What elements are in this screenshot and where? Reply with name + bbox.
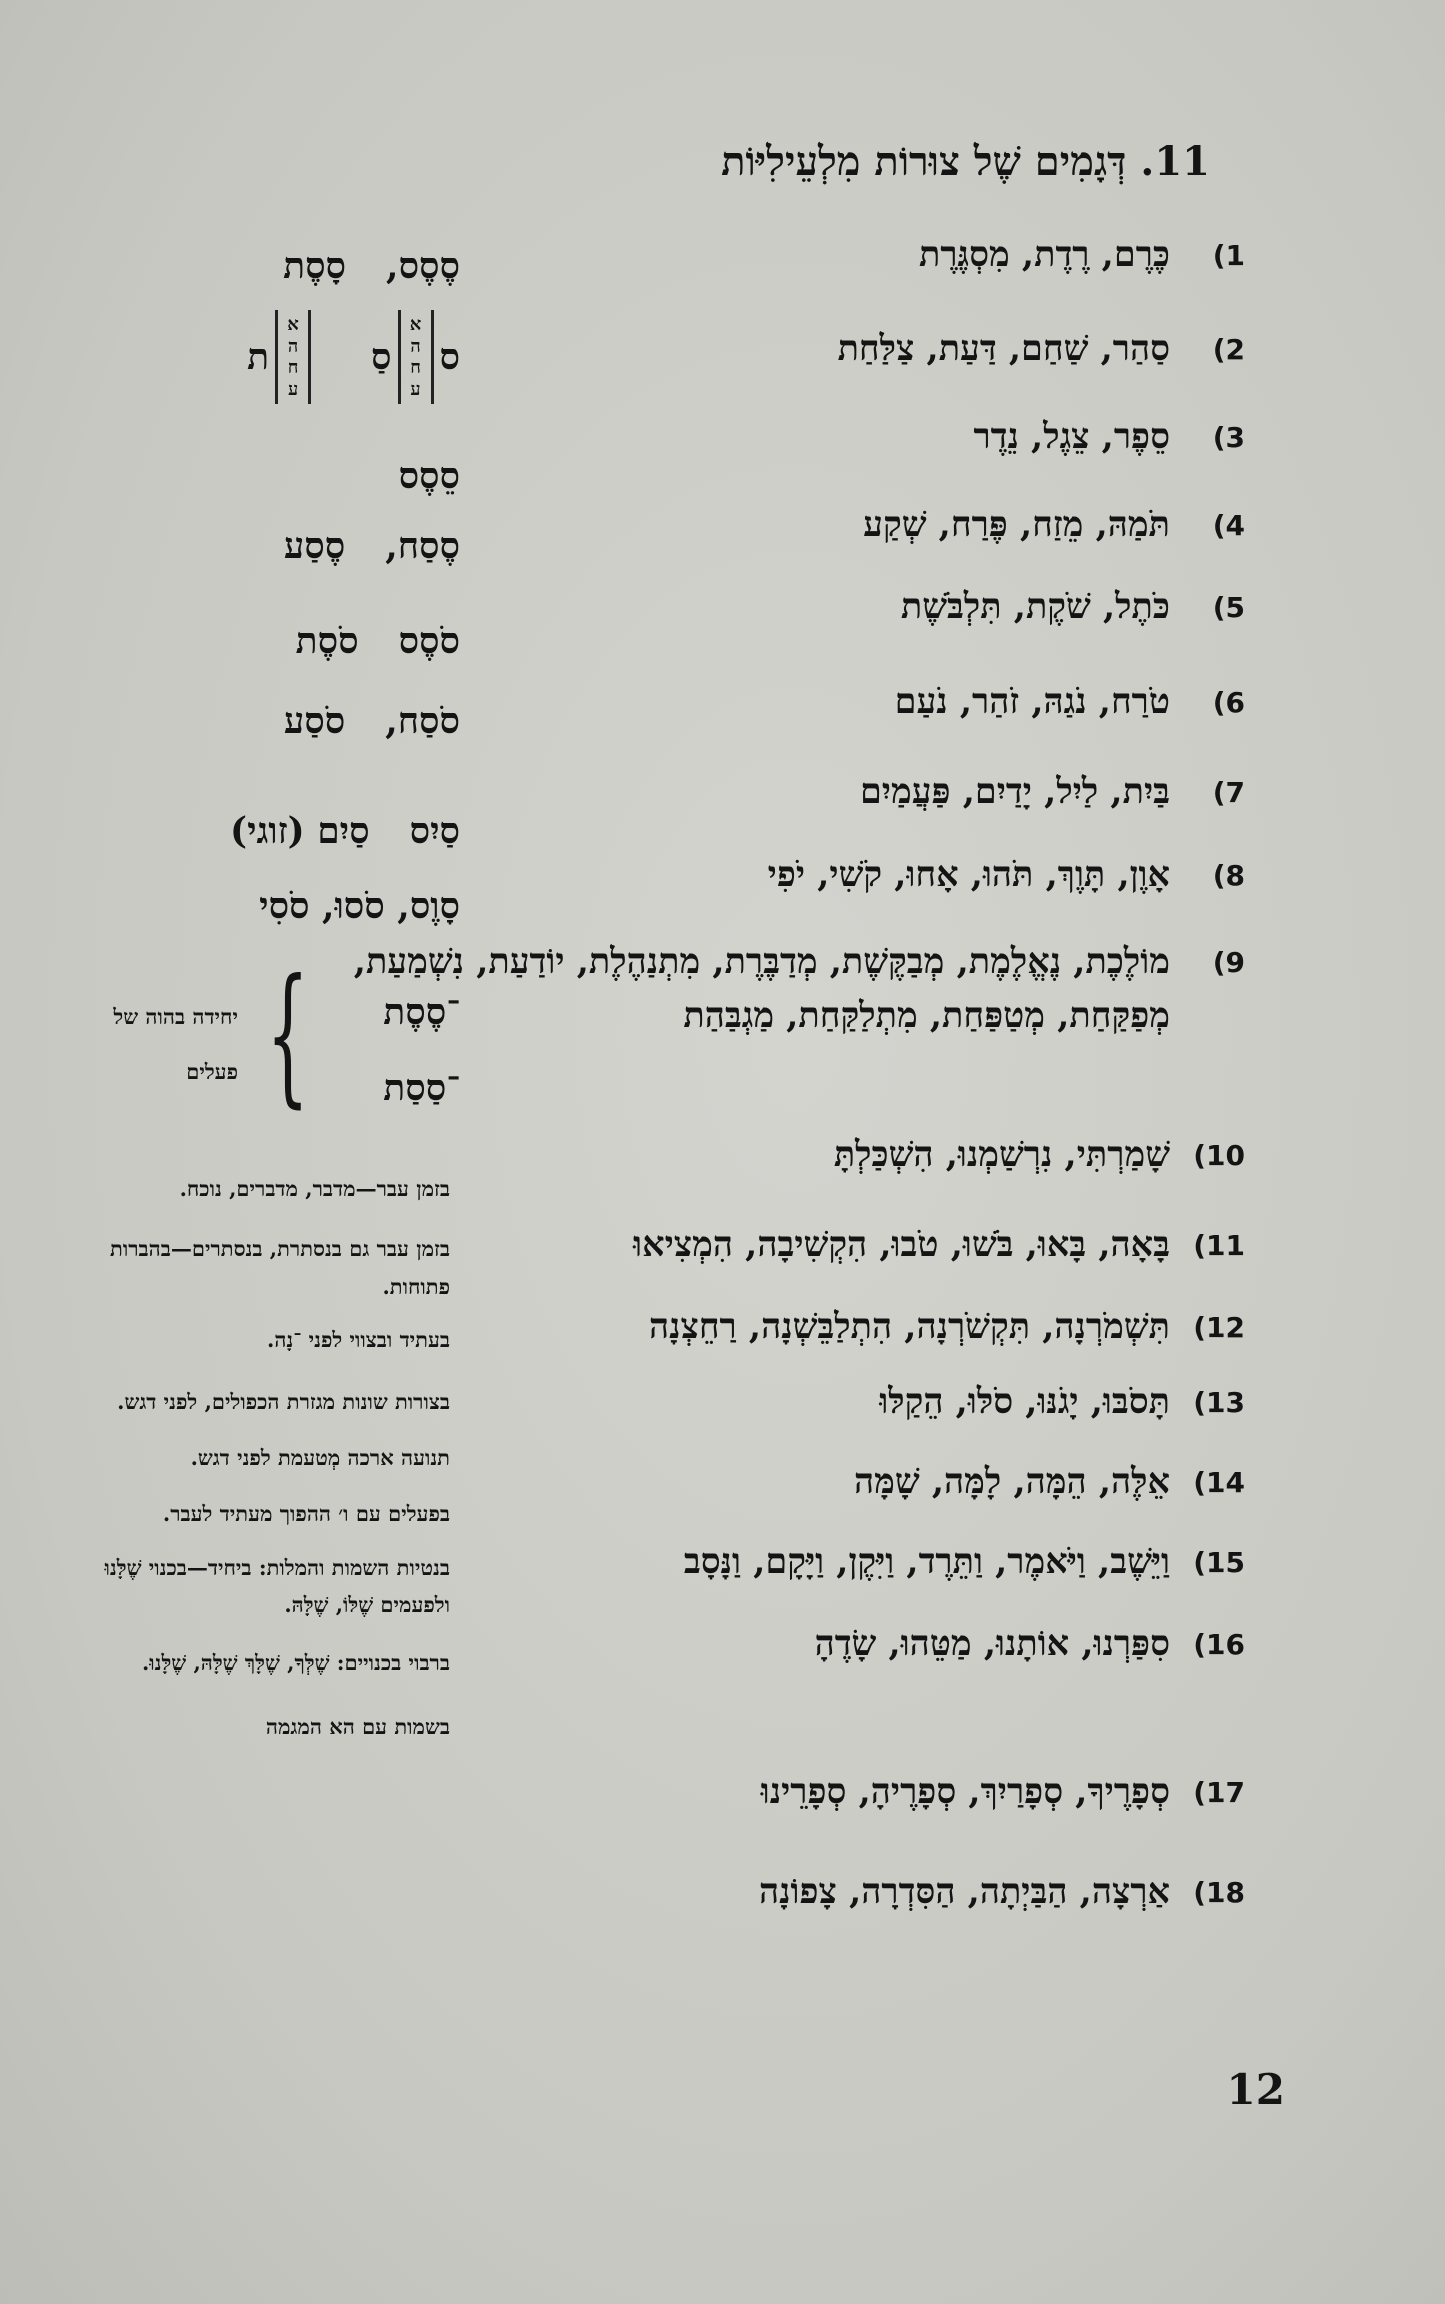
example-words: סִפַּרְנוּ, אוֹתָנוּ, מַטֵּהוּ, שָׂדֶהָ	[814, 1623, 1170, 1664]
margin-pattern-row	[70, 810, 460, 852]
margin-note: בנטיות השמות והמלות: ביחיד—בכנוי שֶׁלָּנוּ ולפעמים שֶׁלּוֹ, שֶׁלָּהּ.	[104, 1554, 450, 1618]
pattern-form: סֶסַע	[283, 525, 346, 567]
example-words: וַיֵּשֶׁב, וַיֹּאמֶר, וַתֵּרֶד, וַיִּקֶן, וַיָּקָם, וַנָּסָב	[683, 1541, 1170, 1582]
example-words: אַרְצָה, הַבַּיְתָה, הַסִּדְרָה, צָפוֹנָה	[759, 1871, 1170, 1912]
margin-notes	[70, 1170, 450, 1746]
example-row	[285, 1765, 1245, 1819]
section-heading	[721, 138, 1210, 185]
pattern-form: סֶסַח,	[385, 525, 460, 567]
example-words: מוֹלֶכֶת, נֶאֱלֶמֶת, מְבַקֶּשֶׁת, מְדַבֶּרֶת, מִתְנַהֶלֶת, יוֹדַעַת, נִשְׁמַעַת, מְפַקַּחַת, מְטַפַּחַת, מִתְלַקַּחַת, מַגְבַּהַת	[353, 941, 1170, 1037]
margin-pattern-row	[70, 700, 460, 742]
example-words: כֶּרֶם, רֶדֶת, מִסְגֶּרֶת	[919, 234, 1170, 275]
example-words: אָוֶן, תָּוֶךְ, תֹּהוּ, אָחוּ, קֹשִׁי, יֹפִי	[767, 854, 1170, 895]
section-title: דְּגָמִים שֶׁל צוּרוֹת מִלְעֵילִיּוֹת	[721, 138, 1127, 185]
example-words: בַּיִת, לַיִל, יָדַיִם, פַּעֲמַיִם	[859, 771, 1170, 812]
margin-pattern-row	[70, 245, 460, 287]
margin-note: בעתיד ובצווי לפני ־נָה.	[267, 1327, 450, 1353]
margin-note: בזמן עבר—מדבר, מדברים, נוכח.	[179, 1176, 450, 1201]
example-words: שָׁמַרְתִּי, נִרְשַׁמְנוּ, הִשְׁכַּלְתָּ	[833, 1134, 1170, 1175]
example-number: 5)	[1212, 591, 1245, 624]
example-words: סֵפֶר, צֵגֶל, נֵדֶר	[973, 416, 1170, 457]
margin-note: בשמות עם הא המגמה	[265, 1713, 450, 1739]
example-number: 12)	[1193, 1311, 1245, 1344]
pattern-suffix: ת	[247, 336, 270, 379]
brace-symbol: {	[266, 948, 310, 1122]
example-number: 9)	[1212, 946, 1245, 979]
margin-note: ברבוי בכנויים: שֶׁלְּךָ, שֶׁלָּךְ שֶׁלָּהּ, שֶׁלָּנוּ.	[141, 1650, 450, 1676]
example-number: 3)	[1212, 421, 1245, 454]
pattern-form: סָסֶת	[283, 245, 347, 287]
example-number: 18)	[1193, 1876, 1245, 1909]
guttural-letters-box: א ה ח ע	[275, 310, 311, 404]
example-number: 13)	[1193, 1386, 1245, 1419]
guttural-letters-box: א ה ח ע	[398, 310, 434, 404]
pattern-form: ־סֶסֶת	[383, 991, 460, 1033]
example-row	[285, 1865, 1245, 1919]
margin-pattern-row	[70, 525, 460, 567]
pattern-form: סֹסֶת	[295, 620, 359, 662]
margin-guttural-row: ס א ה ח ע סַ א ה ח ע ת	[70, 310, 460, 404]
example-number: 10)	[1193, 1139, 1245, 1172]
margin-pattern-row	[70, 885, 460, 927]
example-words: סַהַר, שַׁחַם, דַּעַת, צַלַּחַת	[837, 328, 1170, 369]
page-number: 12	[1226, 2065, 1285, 2114]
example-number: 4)	[1212, 509, 1245, 542]
example-words: תִּשְׁמֹרְנָה, תִּקְשֹׁרְנָה, הִתְלַבֵּשְׁנָה, רַחֵצְנָה	[648, 1306, 1170, 1347]
margin-note: בצורות שונות מגזרת הכפולים, לפני דגש.	[117, 1389, 450, 1415]
pattern-form: ־סַסַת	[383, 1066, 460, 1109]
example-number: 2)	[1212, 333, 1245, 366]
pattern-form: סֵסֶס	[398, 455, 460, 497]
example-number: 8)	[1212, 859, 1245, 892]
example-words: סְפָרֶיךָ, סְפָרַיִךְ, סְפָרֶיהָ, סְפָרֵינוּ	[760, 1771, 1170, 1812]
pattern-form: סֹסַע	[283, 700, 346, 742]
pattern-form: סֹסַח,	[385, 700, 460, 742]
margin-pattern-row	[70, 620, 460, 662]
margin-note: תנועה ארכה מְטעמת לפני דגש.	[190, 1444, 450, 1470]
section-number: 11.	[1140, 138, 1210, 185]
example-words: תֹּמַהּ, מֵזַח, פֶּרַח, שְׁקַע	[863, 504, 1170, 545]
margin-note: בפעלים עם ו׳ ההפוך מעתיד לעבר.	[162, 1500, 450, 1526]
example-number: 7)	[1212, 776, 1245, 809]
example-words: תָּסֹבּוּ, יָגֹנּוּ, סֹלּוּ, הֵקַלּוּ	[879, 1381, 1170, 1422]
margin-note: בזמן עבר גם בנסתרת, בנסתרים—בהברות פתוחות.	[110, 1235, 450, 1299]
example-number: 15)	[1193, 1546, 1245, 1579]
example-number: 11)	[1193, 1229, 1245, 1262]
example-words: טֹרַח, נֹגַהּ, זֹהַר, נֹעַם	[894, 681, 1170, 722]
example-number: 14)	[1193, 1466, 1245, 1499]
example-number: 1)	[1212, 239, 1245, 272]
pattern-form: סֶסֶס,	[386, 245, 460, 287]
pattern-form: סָוֶס, סֹסוּ, סֹסִי	[259, 885, 460, 927]
pattern-form: סַיִם (זוגי)	[230, 810, 370, 852]
example-words: אֵלֶּה, הֵמָּה, לָמָּה, שָׁמָּה	[853, 1461, 1170, 1502]
example-number: 16)	[1193, 1628, 1245, 1661]
pattern-form: סַיִס	[409, 810, 460, 852]
margin-pattern-row	[70, 455, 460, 497]
example-number: 17)	[1193, 1776, 1245, 1809]
example-number: 6)	[1212, 686, 1245, 719]
brace-label: יחידה בהוה של פעלים	[113, 1004, 238, 1084]
example-words: כֹּתֶל, שֹׁקֶת, תִּלְבֹּשֶׁת	[900, 586, 1170, 627]
pattern-form: סֹסֶס	[398, 620, 460, 662]
example-words: בָּאָה, בָּאוּ, בֹּשׁוּ, טֹבוּ, הִקְשִׁיבָה, הִמְצִיאוּ	[633, 1224, 1170, 1265]
